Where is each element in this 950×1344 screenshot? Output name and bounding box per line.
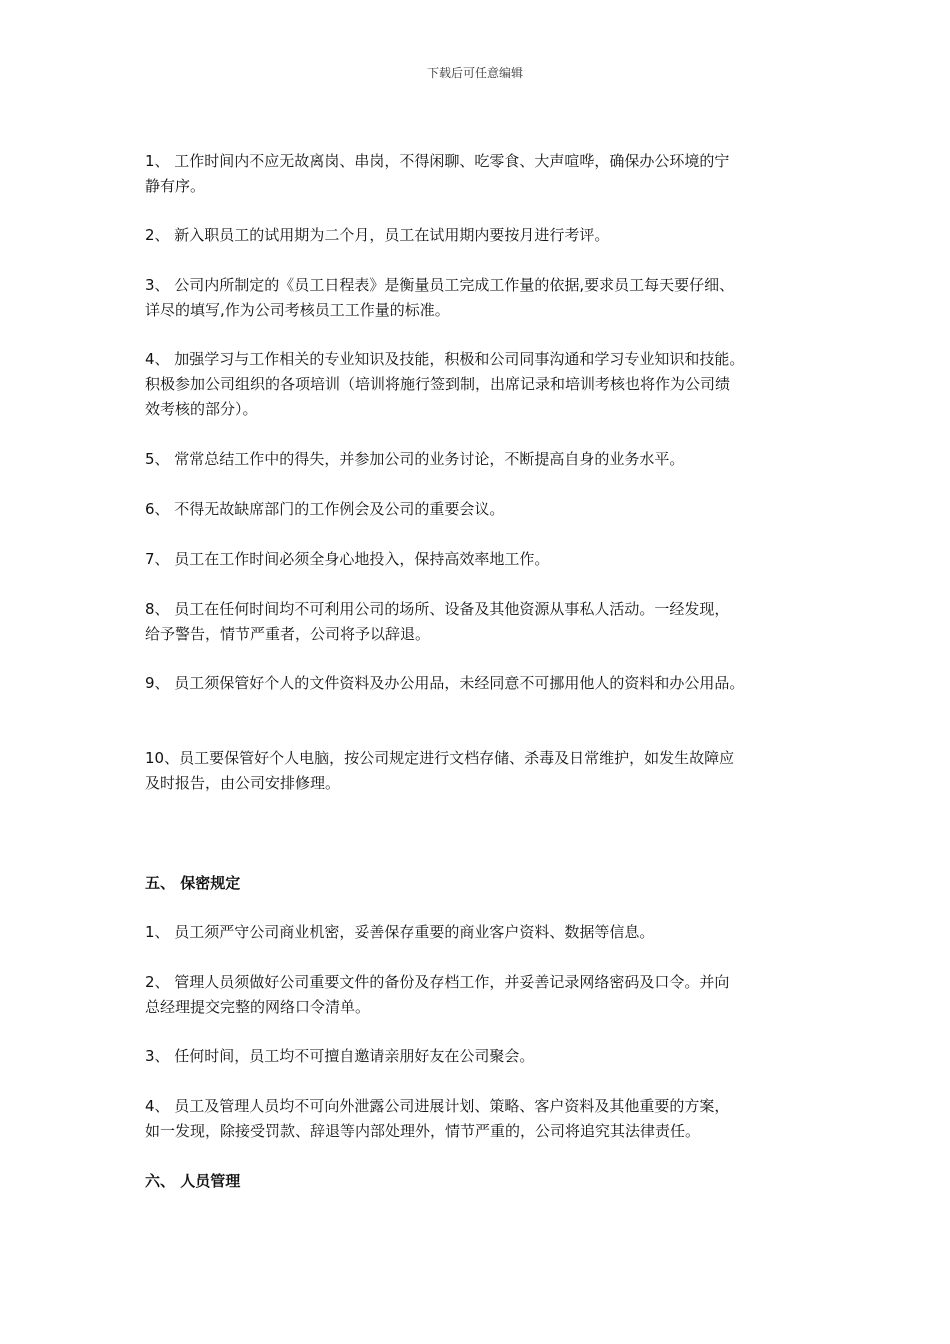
rule-item-3 [145,273,810,323]
rule-item-3-line2: 详尽的填写,作为公司考核员工工作量的标准。 [145,301,450,319]
rule-item-4-line2: 积极参加公司组织的各项培训（培训将施行签到制，出席记录和培训考核也将作为公司绩 [145,375,731,393]
rule-item-5-line1: 5、 常常总结工作中的得失，并参加公司的业务讨论，不断提高自身的业务水平。 [145,450,685,468]
rule-item-4-line3: 效考核的部分）。 [145,400,258,418]
rule-item-1 [145,149,810,199]
confidentiality-item-4-line2: 如一发现，除接受罚款、辞退等内部处理外，情节严重的，公司将追究其法律责任。 [145,1122,701,1140]
rule-item-6-line1: 6、 不得无故缺席部门的工作例会及公司的重要会议。 [145,500,505,518]
page-header-note: 下载后可任意编辑 [426,66,523,80]
section-heading-personnel: 六、 人员管理 [145,1172,241,1190]
confidentiality-item-2-line2: 总经理提交完整的网络口令清单。 [145,998,371,1016]
rule-item-9-line1: 9、 员工须保管好个人的文件资料及办公用品，未经同意不可挪用他人的资料和办公用品。 [145,674,745,692]
confidentiality-item-4 [145,1094,810,1144]
confidentiality-item-4-line1: 4、 员工及管理人员均不可向外泄露公司进展计划、策略、客户资料及其他重要的方案， [145,1097,730,1115]
rule-item-4-line1: 4、 加强学习与工作相关的专业知识及技能，积极和公司同事沟通和学习专业知识和技能。 [145,350,745,368]
rule-item-8 [145,597,810,647]
rule-item-9 [145,671,810,696]
rule-item-2-line1: 2、 新入职员工的试用期为二个月，员工在试用期内要按月进行考评。 [145,226,610,244]
rule-item-7-line1: 7、 员工在工作时间必须全身心地投入，保持高效率地工作。 [145,550,550,568]
rule-item-8-line1: 8、 员工在任何时间均不可利用公司的场所、设备及其他资源从事私人活动。一经发现， [145,600,730,618]
rule-item-8-line2: 给予警告，情节严重者，公司将予以辞退。 [145,625,431,643]
rule-item-10-line1: 10、员工要保管好个人电脑，按公司规定进行文档存储、杀毒及日常维护，如发生故障应 [145,749,735,767]
confidentiality-item-1 [145,920,810,945]
rule-item-2 [145,223,810,248]
rule-item-6 [145,497,810,522]
rule-item-10 [145,746,810,796]
rule-item-4 [145,347,810,422]
rule-item-10-line2: 及时报告，由公司安排修理。 [145,774,341,792]
confidentiality-item-3 [145,1044,810,1069]
rule-item-3-line1: 3、 公司内所制定的《员工日程表》是衡量员工完成工作量的依据,要求员工每天要仔细、 [145,276,735,294]
rule-item-1-line2: 静有序。 [145,177,206,195]
confidentiality-item-2-line1: 2、 管理人员须做好公司重要文件的备份及存档工作，并妥善记录网络密码及口令。并向 [145,973,730,991]
confidentiality-item-3-line1: 3、 任何时间，员工均不可擅自邀请亲朋好友在公司聚会。 [145,1047,535,1065]
section-heading-confidentiality: 五、 保密规定 [145,874,241,892]
confidentiality-item-1-line1: 1、 员工须严守公司商业机密，妥善保存重要的商业客户资料、数据等信息。 [145,923,655,941]
confidentiality-item-2 [145,970,810,1020]
rule-item-5 [145,447,810,472]
rule-item-1-line1: 1、 工作时间内不应无故离岗、串岗，不得闲聊、吃零食、大声喧哗，确保办公环境的宁 [145,152,730,170]
rule-item-7 [145,547,810,572]
